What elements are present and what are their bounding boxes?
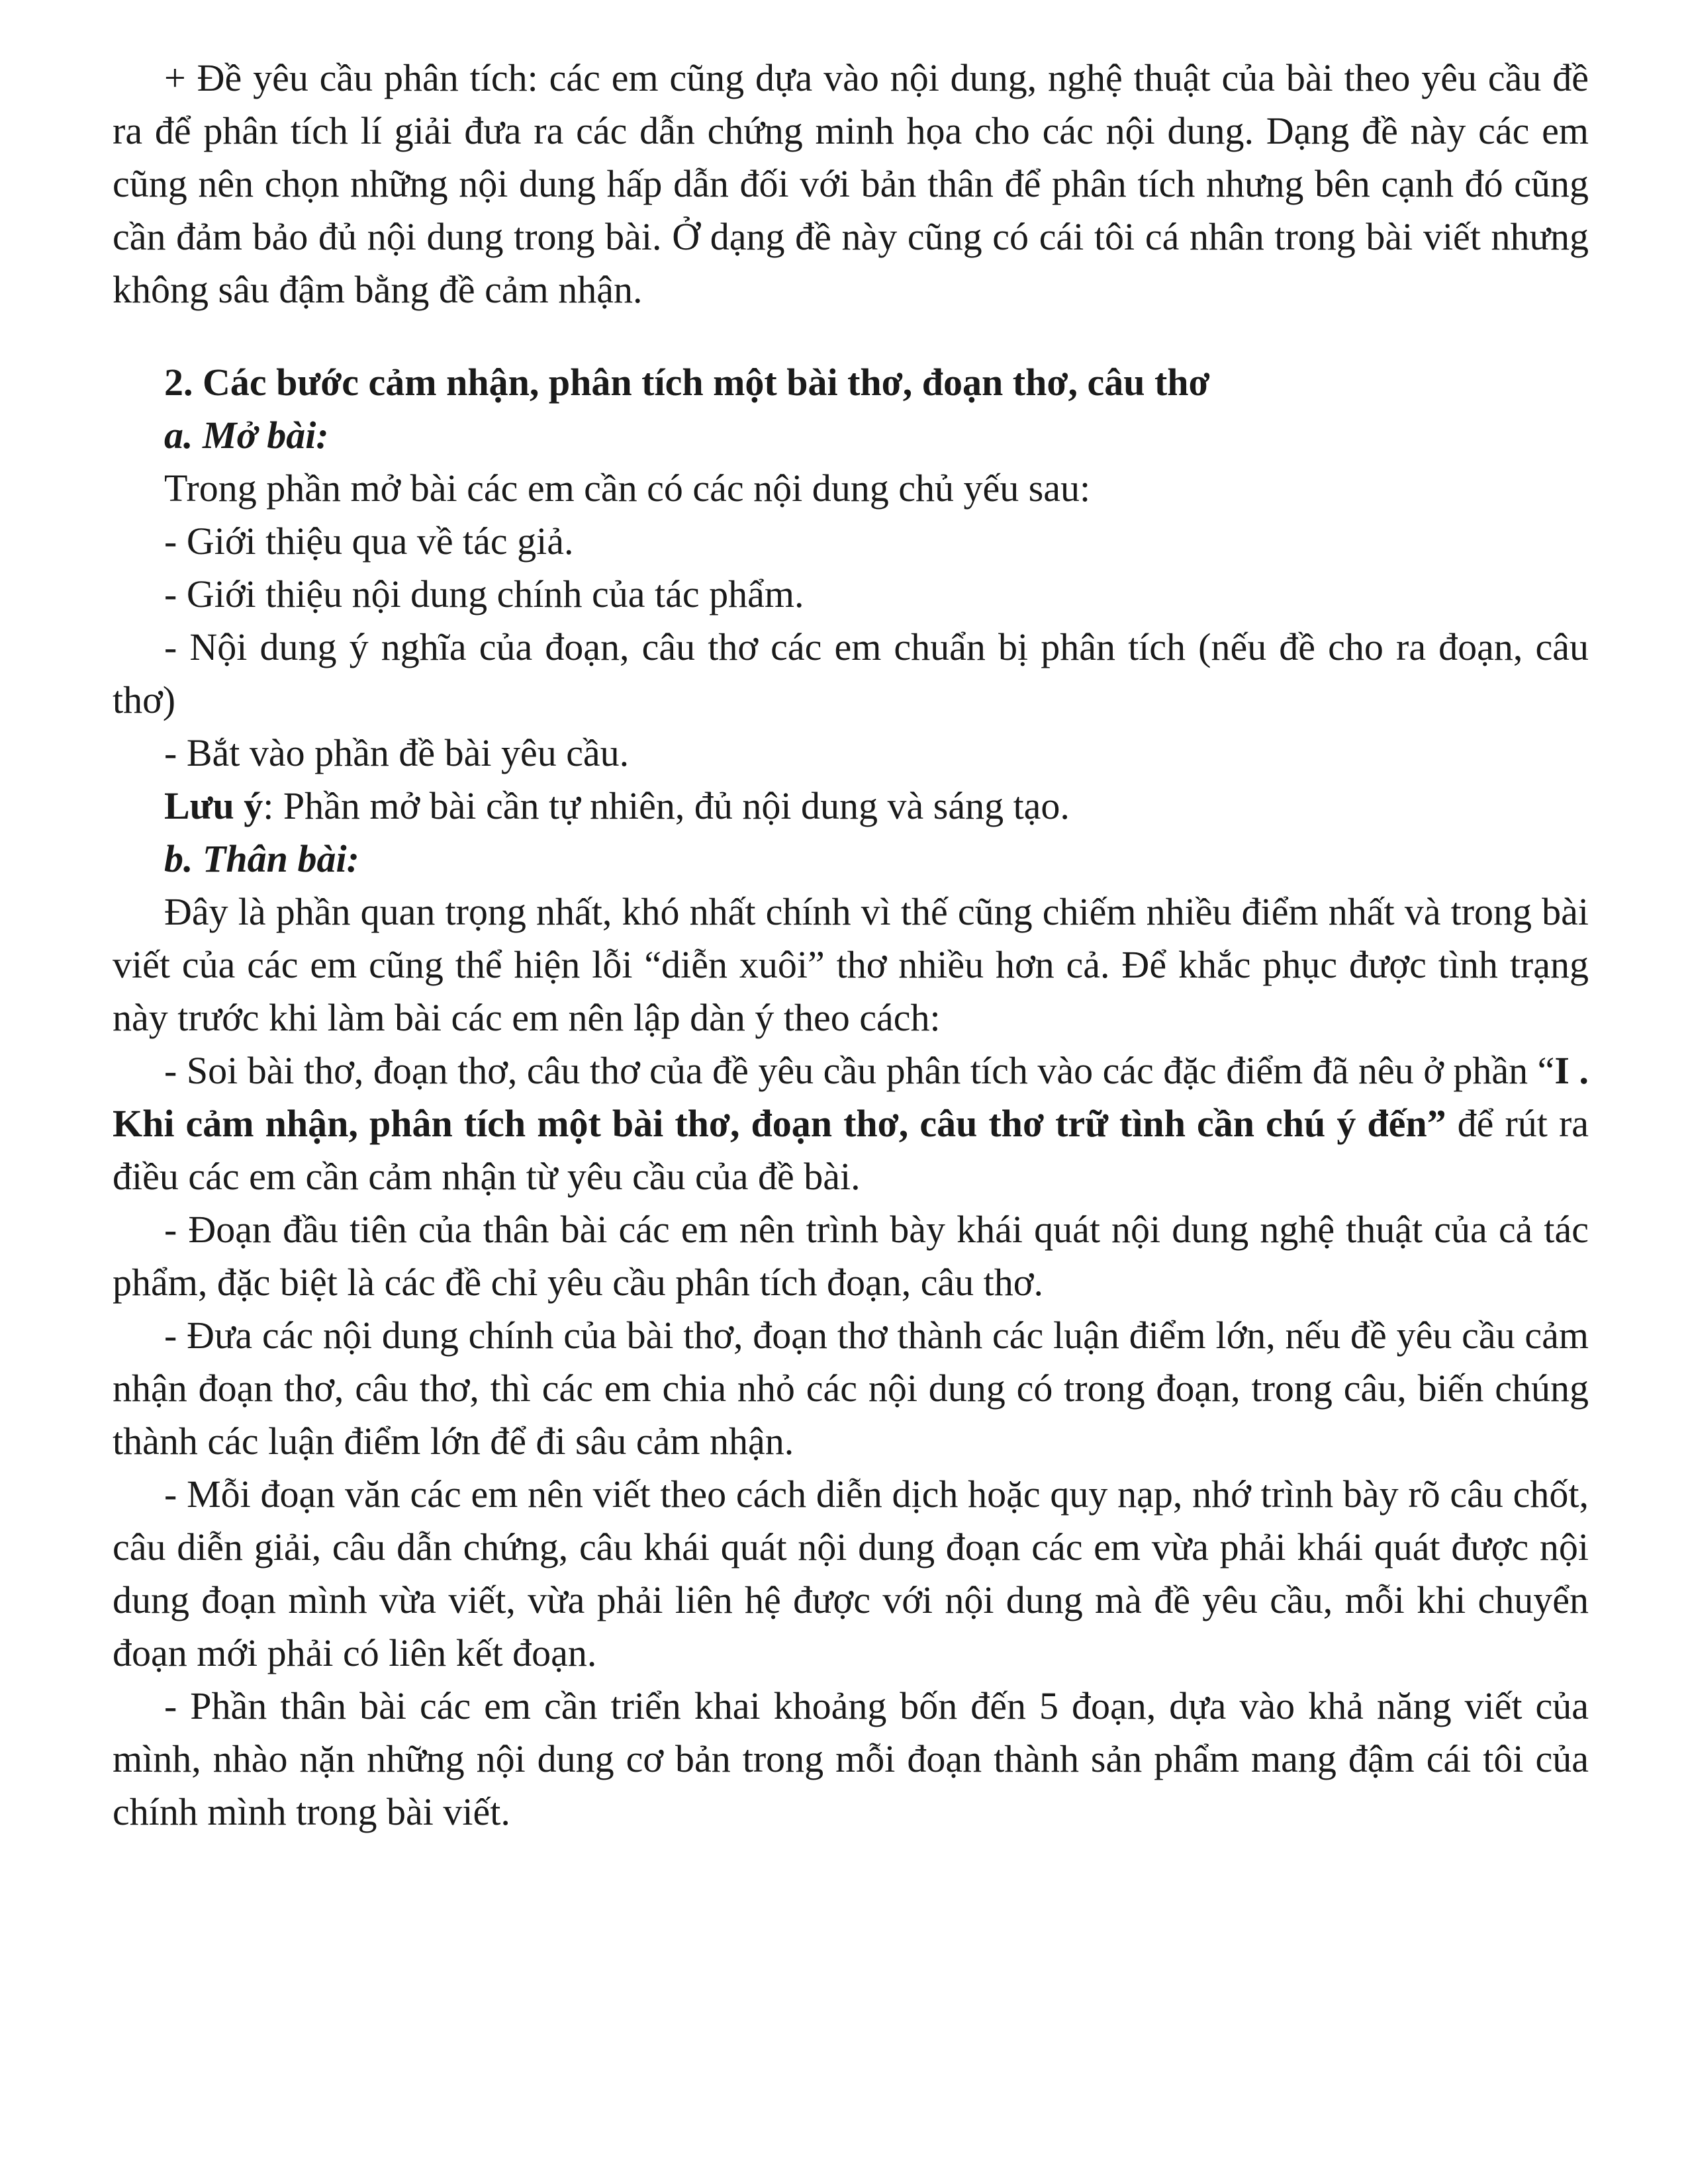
- section-2-heading: 2. Các bước cảm nhận, phân tích một bài thơ, đoạn thơ, câu thơ: [164, 361, 1210, 404]
- than-bai-item-soi: [113, 1044, 1589, 1203]
- than-bai-item-first-paragraph: - Đoạn đầu tiên của thân bài các em nên trình bày khái quát nội dung nghệ thuật của cả tác phẩm, đặc biệt là các đề chỉ yêu cầu phân tích đoạn, câu thơ.: [113, 1208, 1589, 1304]
- than-bai-intro: Đây là phần quan trọng nhất, khó nhất chính vì thế cũng chiếm nhiều điểm nhất và trong bài viết của các em cũng thể hiện lỗi “diễn xuôi” thơ nhiều hơn cả. Để khắc phục được tình trạng này trước khi làm bài các em nên lập dàn ý theo cách:: [113, 890, 1589, 1039]
- note-label: Lưu ý: [164, 784, 263, 827]
- item1-text-before: - Soi bài thơ, đoạn thơ, câu thơ của đề yêu cầu phân tích vào các đặc điểm đã nêu ở phần “: [164, 1049, 1555, 1092]
- mo-bai-item-meaning: - Nội dung ý nghĩa của đoạn, câu thơ các em chuẩn bị phân tích (nếu đề cho ra đoạn, câu thơ): [113, 625, 1589, 721]
- than-bai-item-paragraph-count: - Phần thân bài các em cần triển khai khoảng bốn đến 5 đoạn, dựa vào khả năng viết của mình, nhào nặn những nội dung cơ bản trong mỗi đoạn thành sản phẩm mang đậm cái tôi của chính mình trong bài viết.: [113, 1684, 1589, 1833]
- analysis-paragraph: + Đề yêu cầu phân tích: các em cũng dựa vào nội dung, nghệ thuật của bài theo yêu cầu đề ra để phân tích lí giải đưa ra các dẫn chứng minh họa cho các nội dung. Dạng đề này các em cũng nên chọn những nội dung hấp dẫn đối với bản thân để phân tích nhưng bên cạnh đó cũng cần đảm bảo đủ nội dung trong bài. Ở dạng đề này cũng có cái tôi cá nhân trong bài viết nhưng không sâu đậm bằng đề cảm nhận.: [113, 56, 1589, 311]
- than-bai-heading: b. Thân bài:: [164, 837, 359, 880]
- mo-bai-note: [113, 780, 1589, 833]
- mo-bai-item-content: - Giới thiệu nội dung chính của tác phẩm.: [164, 572, 804, 615]
- item1-text-after: để rút ra điều các em cần cảm nhận từ yêu cầu của đề bài.: [113, 1102, 1589, 1198]
- document-page: [113, 52, 1589, 1839]
- mo-bai-intro: Trong phần mở bài các em cần có các nội dung chủ yếu sau:: [164, 467, 1091, 510]
- item1-bold-reference: I . Khi cảm nhận, phân tích một bài thơ, đoạn thơ, câu thơ trữ tình cần chú ý đến”: [113, 1049, 1589, 1145]
- than-bai-item-paragraph-style: - Mỗi đoạn văn các em nên viết theo cách diễn dịch hoặc quy nạp, nhớ trình bày rõ câu chốt, câu diễn giải, câu dẫn chứng, câu khái quát nội dung đoạn các em vừa phải khái quát được nội dung đoạn mình vừa viết, vừa phải liên hệ được với nội dung mà đề yêu cầu, mỗi khi chuyển đoạn mới phải có liên kết đoạn.: [113, 1473, 1589, 1674]
- mo-bai-item-author: - Giới thiệu qua về tác giả.: [164, 520, 574, 563]
- mo-bai-item-topic: - Bắt vào phần đề bài yêu cầu.: [164, 731, 630, 774]
- mo-bai-heading: a. Mở bài:: [164, 414, 329, 457]
- than-bai-item-main-points: - Đưa các nội dung chính của bài thơ, đoạn thơ thành các luận điểm lớn, nếu đề yêu cầu cảm nhận đoạn thơ, câu thơ, thì các em chia nhỏ các nội dung có trong đoạn, trong câu, biến chúng thành các luận điểm lớn để đi sâu cảm nhận.: [113, 1314, 1589, 1463]
- note-text: : Phần mở bài cần tự nhiên, đủ nội dung và sáng tạo.: [263, 784, 1070, 827]
